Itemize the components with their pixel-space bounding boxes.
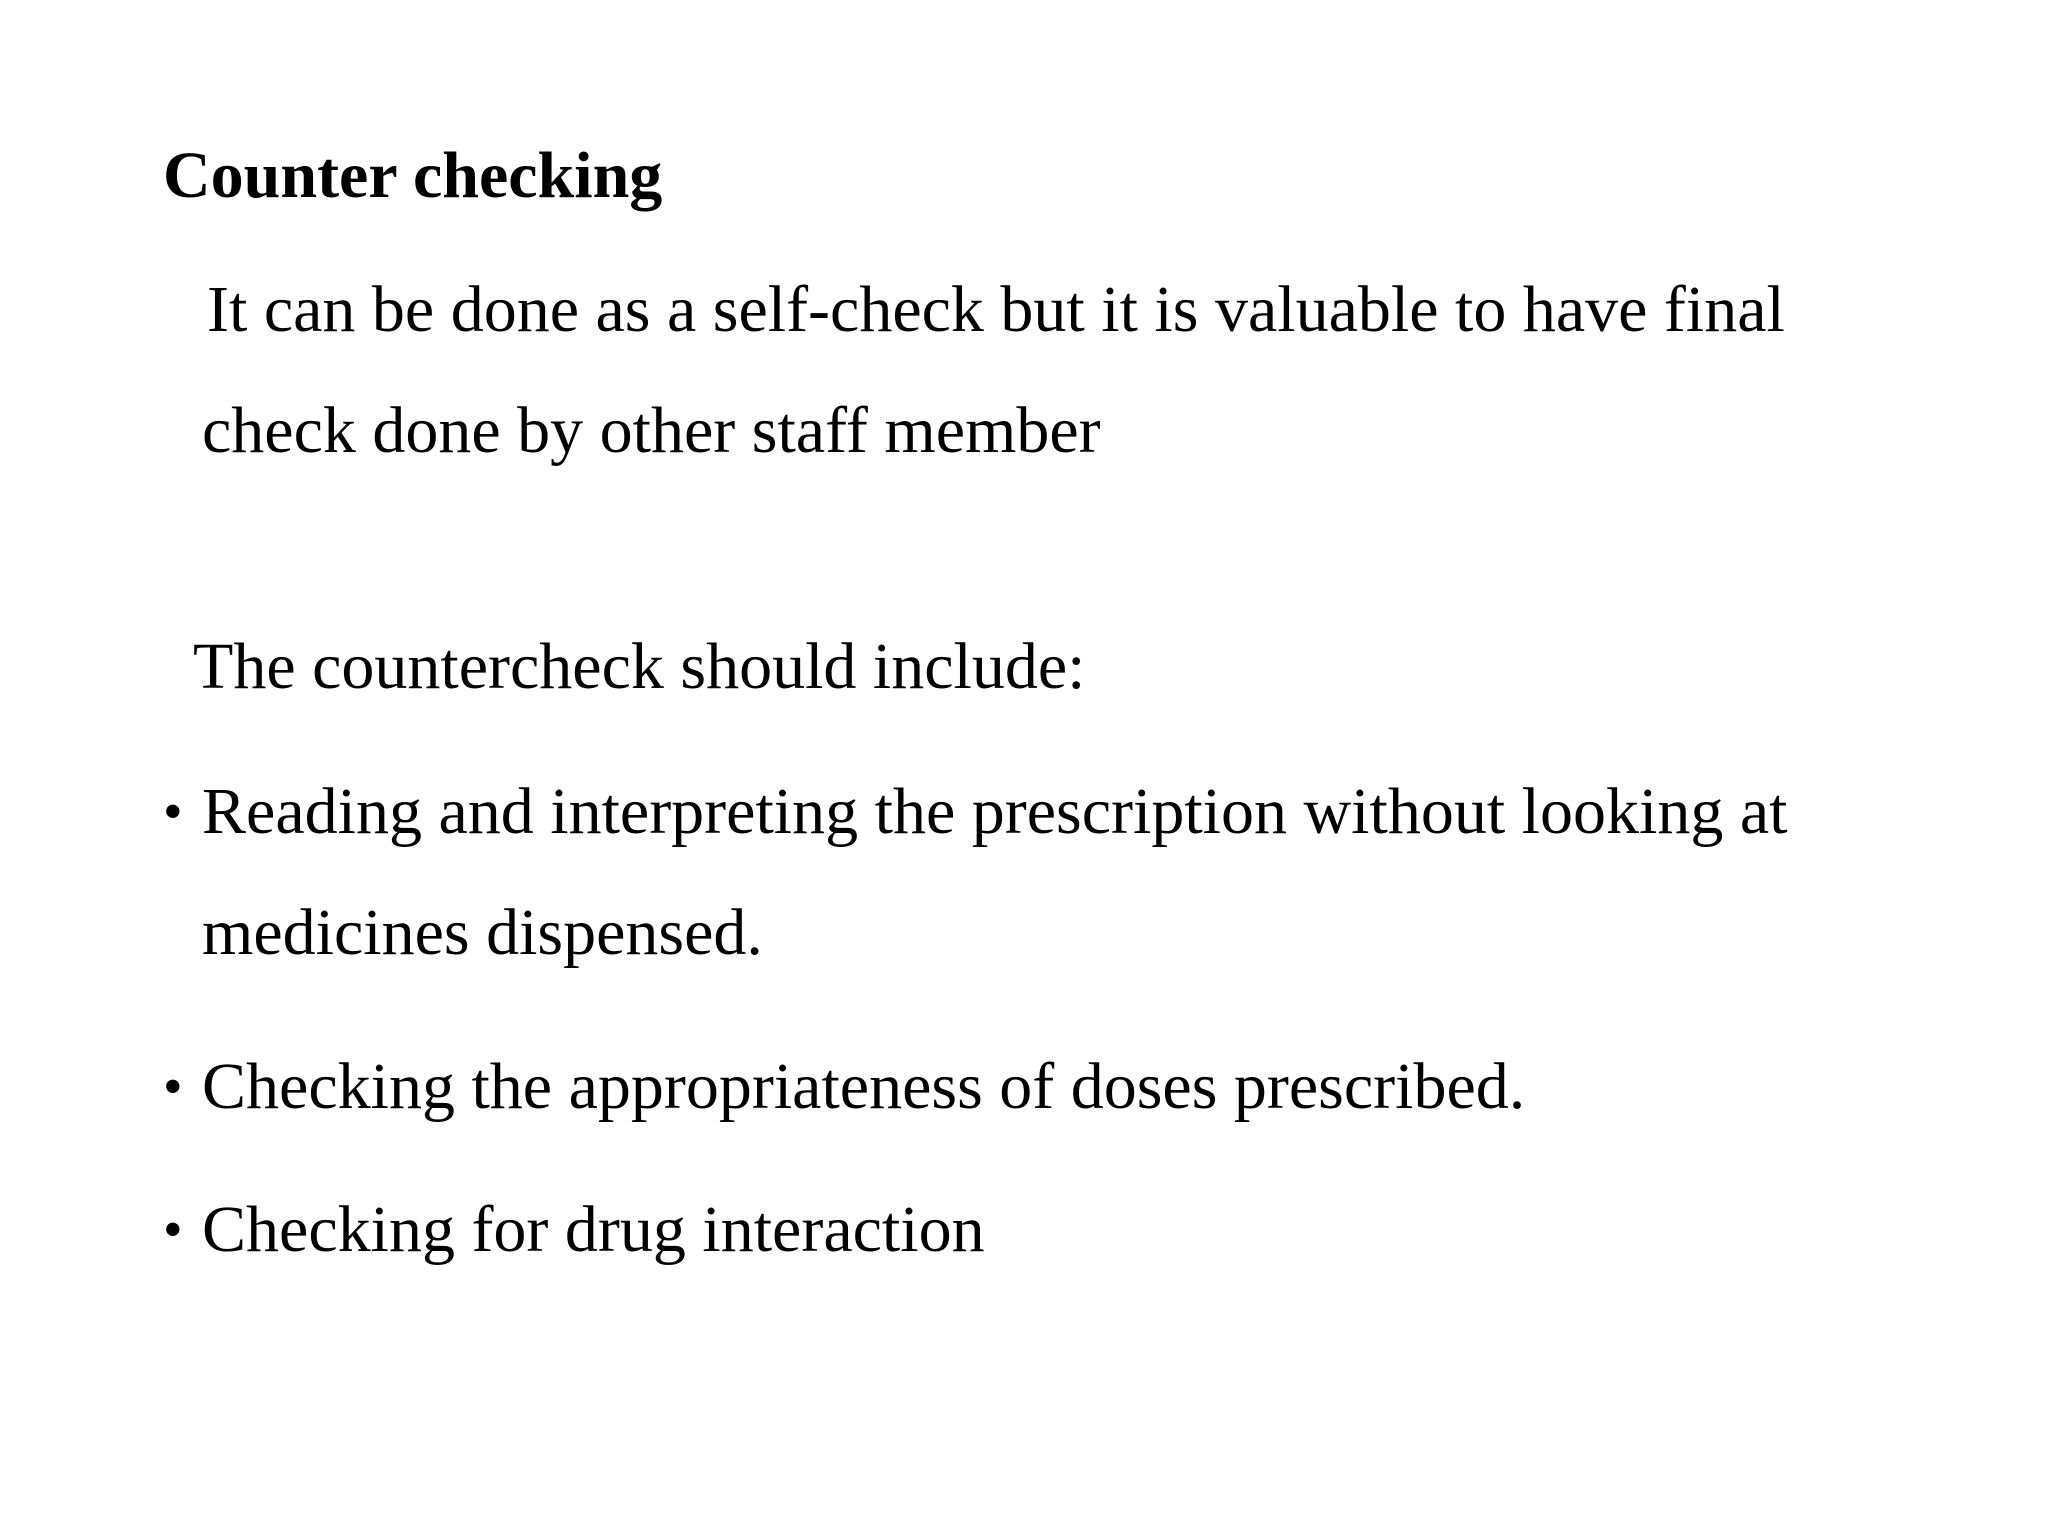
bullet-icon: • [163, 1199, 183, 1261]
bullet-1-line-2: medicines dispensed. [202, 896, 763, 969]
bullet-2-text: Checking the appropriateness of doses prescribed. [202, 1050, 1526, 1123]
slide-title: Counter checking [163, 139, 663, 212]
bullet-icon: • [163, 1056, 183, 1118]
intro-text-line-1: It can be done as a self-check but it is valuable to have final [207, 273, 1785, 346]
bullet-3-text: Checking for drug interaction [202, 1193, 985, 1266]
bullet-icon: • [163, 781, 183, 843]
bullet-1-line-1: Reading and interpreting the prescription without looking at [202, 775, 1788, 848]
intro-text-line-2: check done by other staff member [202, 394, 1101, 467]
list-heading: The countercheck should include: [193, 630, 1086, 703]
